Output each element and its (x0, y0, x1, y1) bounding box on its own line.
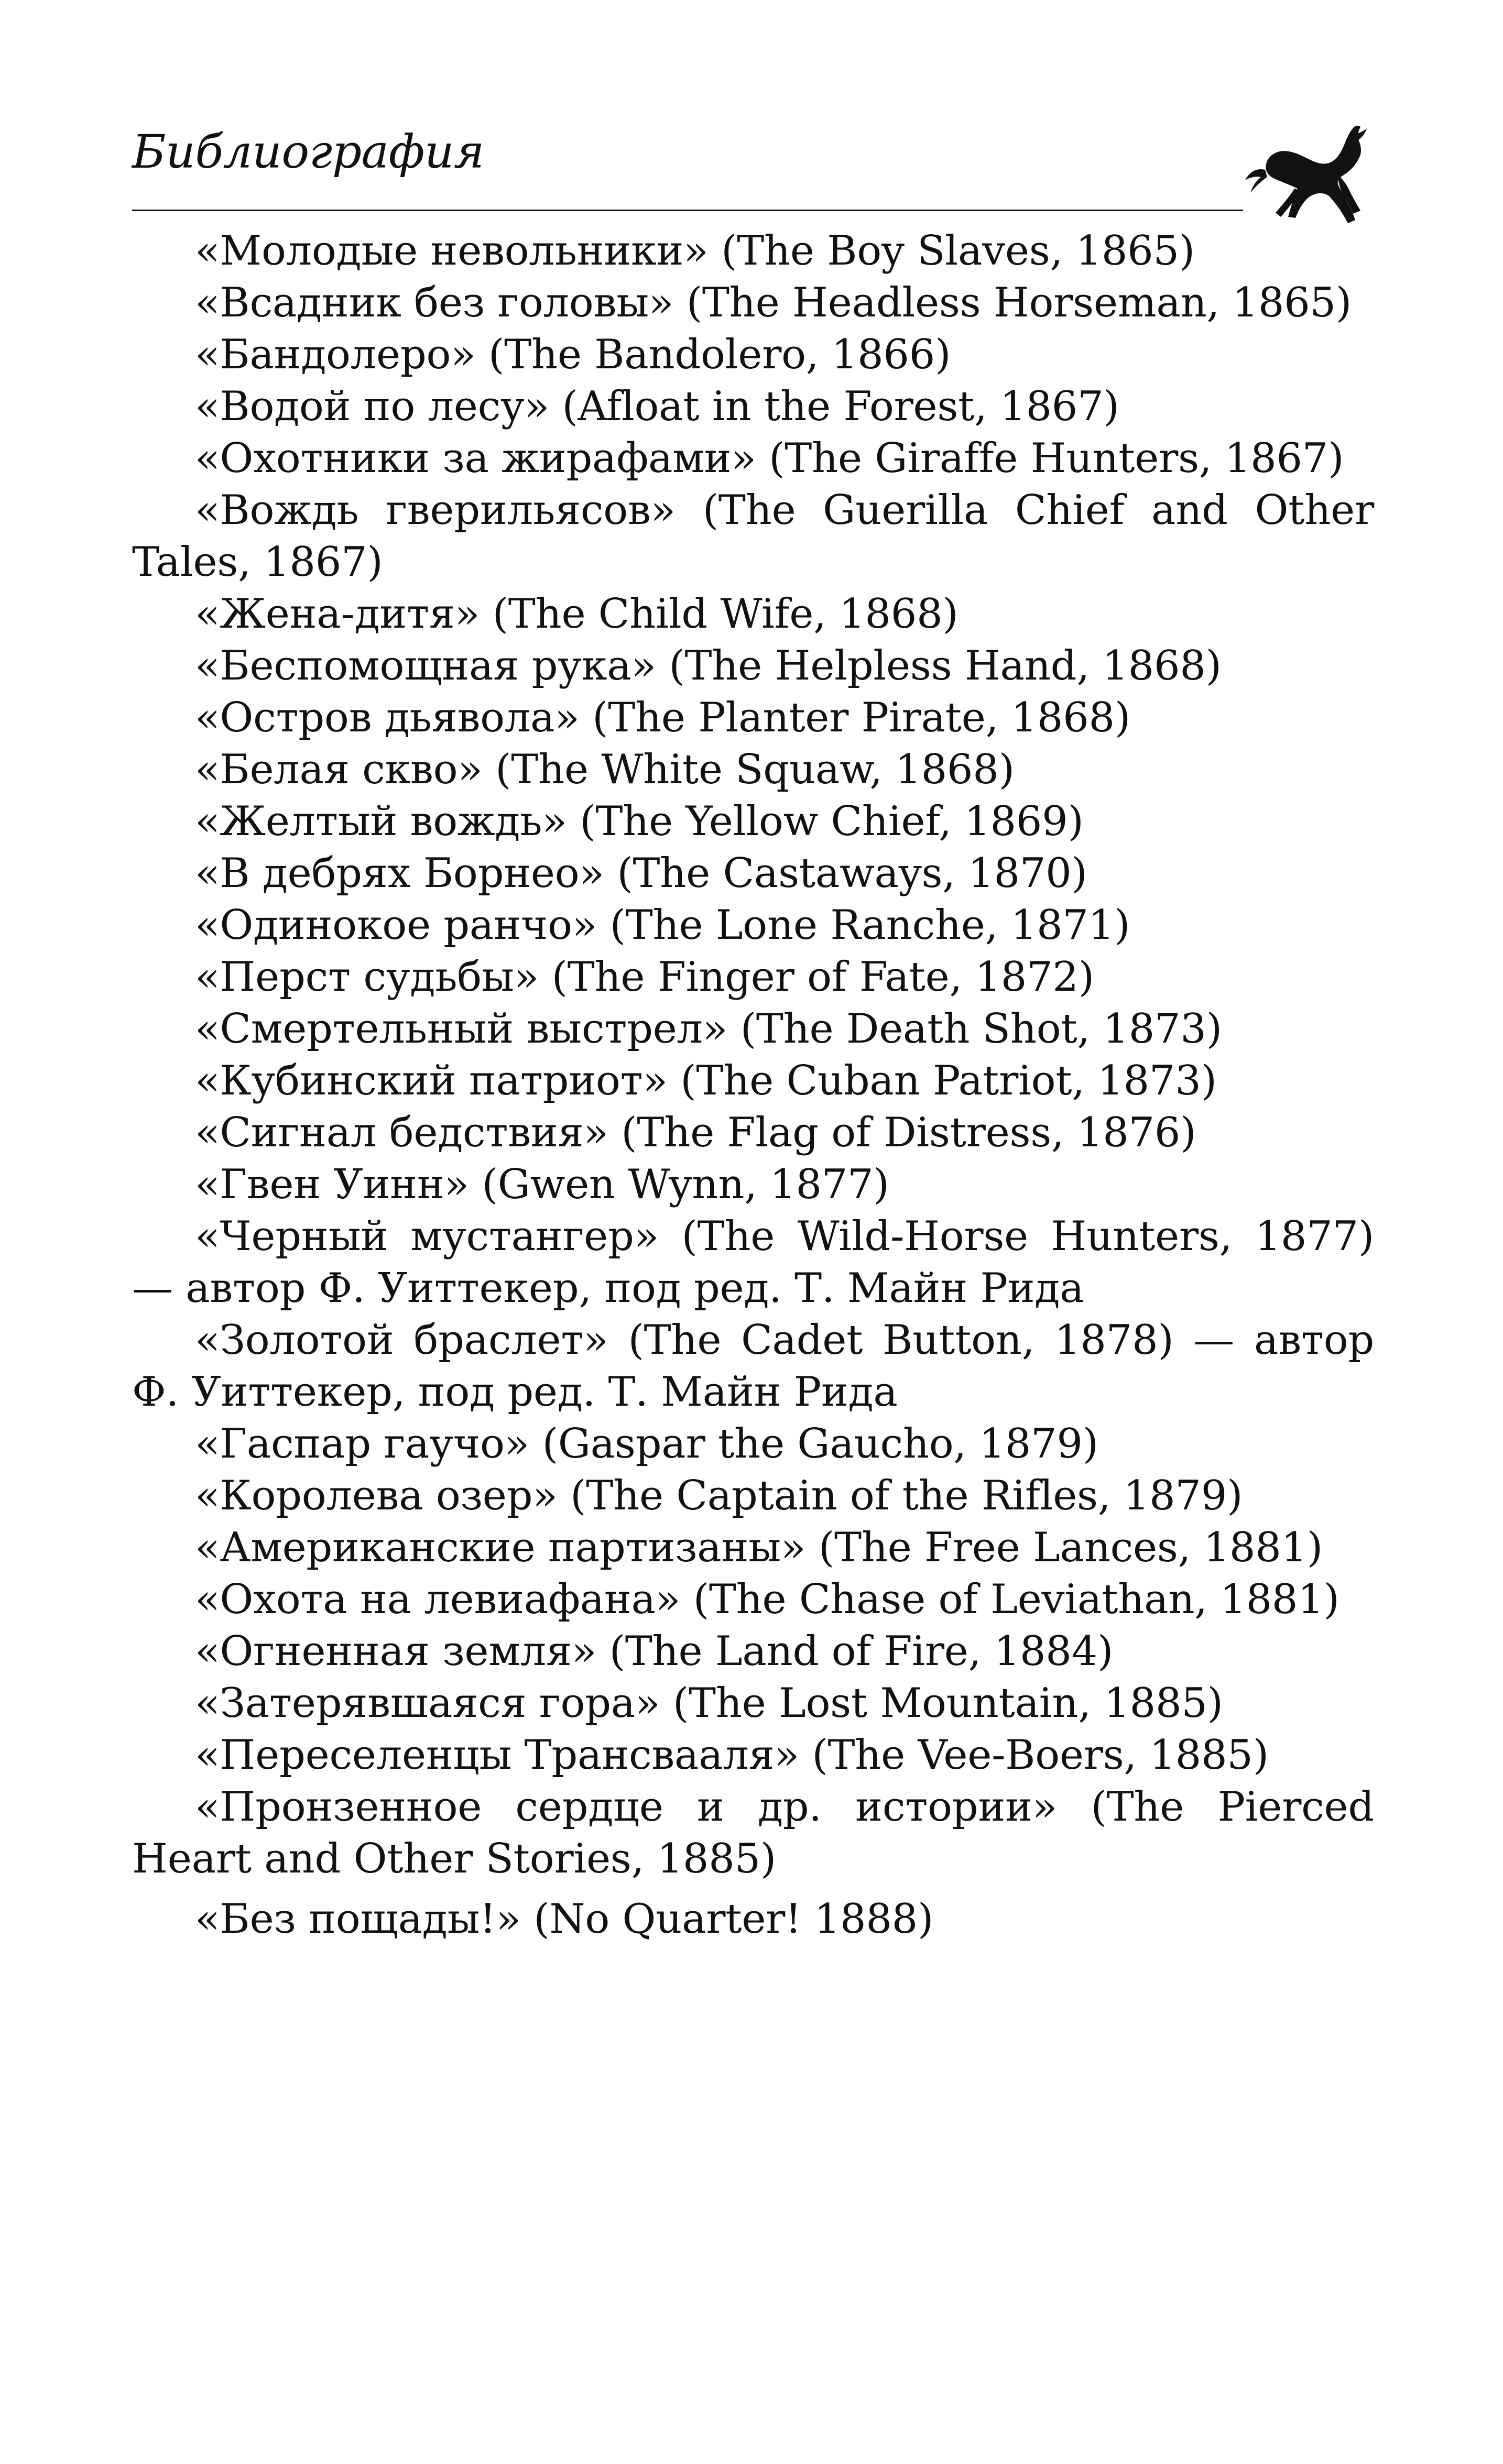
running-header-title: Библиография (132, 125, 484, 179)
bibliography-entry: «Огненная земля» (The Land of Fire, 1884) (195, 1628, 1114, 1675)
page-header (132, 121, 1374, 236)
bibliography-entry: «Молодые невольники» (The Boy Slaves, 1865) (195, 227, 1195, 275)
bibliography-entry: «Охота на левиафана» (The Chase of Leviathan, 1881) (195, 1576, 1339, 1623)
header-rule (132, 210, 1243, 211)
bibliography-entry: «Пронзенное сердце и др. истории» (The Pierced Heart and Other Stories, 1885) (132, 1783, 1374, 1882)
bibliography-entry: «Жена-дитя» (The Child Wife, 1868) (195, 590, 959, 638)
bibliography-entry: «Гаспар гаучо» (Gaspar the Gaucho, 1879) (195, 1420, 1098, 1468)
bibliography-entry: «В дебрях Борнео» (The Castaways, 1870) (195, 850, 1087, 897)
bibliography-entry: «Перст судьбы» (The Finger of Fate, 1872) (195, 954, 1094, 1001)
bibliography-entry: «Водой по лесу» (Afloat in the Forest, 1867) (195, 383, 1119, 430)
bibliography-entry: «Вождь гверильясов» (The Guerilla Chief and Other Tales, 1867) (132, 487, 1374, 586)
bibliography-entry: «Затерявшаяся гора» (The Lost Mountain, 1885) (195, 1680, 1223, 1727)
bibliography-entry: «Бандолеро» (The Bandolero, 1866) (195, 331, 951, 378)
bibliography-entry: «Желтый вождь» (The Yellow Chief, 1869) (195, 798, 1084, 845)
bibliography-entry: «Золотой браслет» (The Cadet Button, 1878) — автор Ф. Уиттекер, под ред. Т. Майн Рида (132, 1317, 1374, 1416)
bibliography-entry: «Черный мустангер» (The Wild-Horse Hunters, 1877) — автор Ф. Уиттекер, под ред. Т. Майн Рида (132, 1213, 1374, 1312)
bibliography-entry: «Переселенцы Трансвааля» (The Vee-Boers, 1885) (195, 1732, 1269, 1779)
bibliography-entry: «Смертельный выстрел» (The Death Shot, 1873) (195, 1005, 1222, 1053)
bibliography-entry: «Всадник без головы» (The Headless Horseman, 1865) (195, 279, 1352, 326)
bibliography-entry: «Сигнал бедствия» (The Flag of Distress, 1876) (195, 1109, 1196, 1156)
bibliography-entry: «Королева озер» (The Captain of the Rifles, 1879) (195, 1472, 1243, 1519)
bibliography-content (132, 225, 1374, 1945)
bibliography-entry: «Гвен Уинн» (Gwen Wynn, 1877) (195, 1161, 889, 1208)
bibliography-entry: «Одинокое ранчо» (The Lone Ranche, 1871) (195, 902, 1130, 949)
bibliography-entry: «Беспомощная рука» (The Helpless Hand, 1868) (195, 642, 1222, 689)
bibliography-entry: «Охотники за жирафами» (The Giraffe Hunters, 1867) (195, 435, 1344, 482)
bibliography-entry: «Остров дьявола» (The Planter Pirate, 1868) (195, 694, 1130, 741)
bibliography-entry: «Кубинский патриот» (The Cuban Patriot, 1873) (195, 1057, 1217, 1104)
bibliography-entry: «Без пощады!» (No Quarter! 1888) (195, 1896, 934, 1943)
bibliography-entry: «Американские партизаны» (The Free Lances, 1881) (195, 1524, 1323, 1571)
horse-icon (1243, 121, 1374, 236)
bibliography-list (132, 225, 1374, 1945)
bibliography-entry: «Белая скво» (The White Squaw, 1868) (195, 746, 1015, 793)
